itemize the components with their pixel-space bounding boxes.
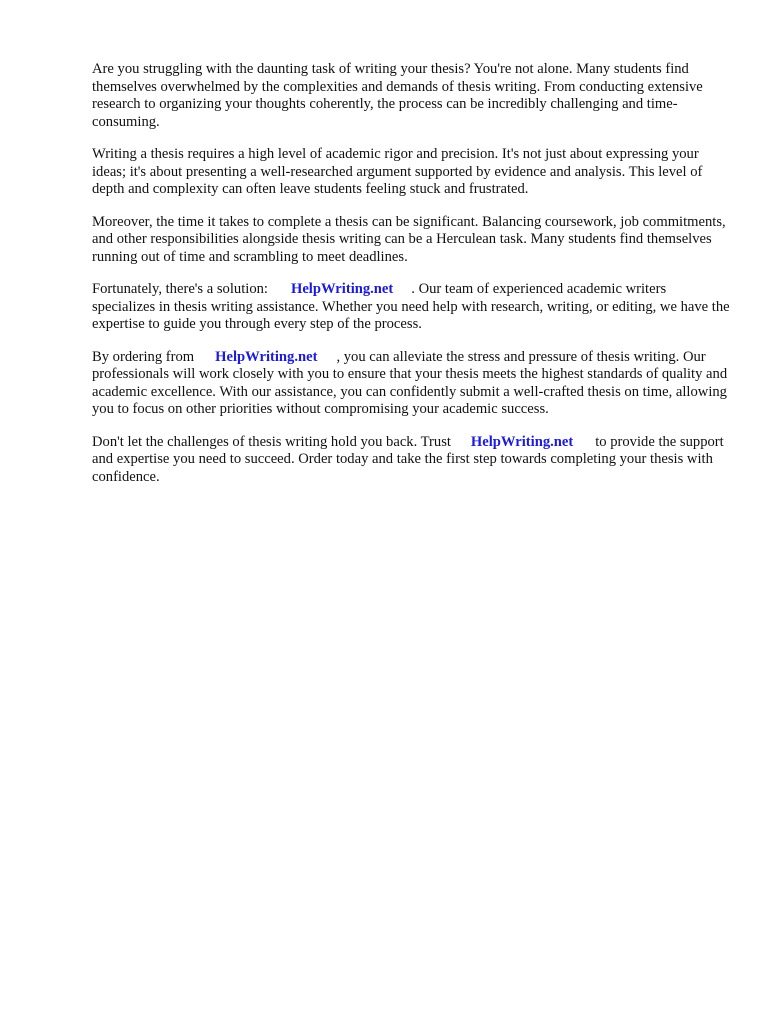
document-body — [92, 61, 732, 501]
paragraph-solution-rest: . Our team of experienced academic writers specializes in thesis writing assistance. Whether you need help with research, writing, or editing, we have the expertise to guide you through every step of the process. — [92, 281, 730, 332]
paragraph-intro: Are you struggling with the daunting task of writing your thesis? You're not alone. Many students find themselves overwhelmed by the complexities and demands of thesis writing. From conducting extensive research to organizing your thoughts coherently, the process can be incredibly challenging and time-consuming. — [92, 61, 703, 130]
paragraph-closing-lead: Don't let the challenges of thesis writing hold you back. Trust — [92, 433, 451, 450]
paragraph-closing — [92, 434, 732, 487]
helpwriting-link-3[interactable]: HelpWriting.net — [470, 433, 574, 450]
helpwriting-link-2[interactable]: HelpWriting.net — [215, 348, 318, 365]
paragraph-ordering-rest: , you can alleviate the stress and pressure of thesis writing. Our professionals will work closely with you to ensure that your thesis meets the highest standards of quality and academic excellence. With our assistance, you can confidently submit a well-crafted thesis on time, allowing you to focus on other priorities without compromising your academic success. — [92, 348, 728, 417]
helpwriting-link-1[interactable]: HelpWriting.net — [290, 281, 394, 297]
paragraph-solution — [92, 281, 732, 334]
paragraph-time-pressure: Moreover, the time it takes to complete a thesis can be significant. Balancing coursework, job commitments, and other responsibilities alongside thesis writing can be a Herculean task. Many students find themselves running out of time and scrambling to meet deadlines. — [92, 213, 726, 265]
paragraph-solution-lead: Fortunately, there's a solution: — [92, 281, 268, 297]
paragraph-academic-rigor: Writing a thesis requires a high level of academic rigor and precision. It's not just about expressing your ideas; it's about presenting a well-researched argument supported by evidence and analysis. This level of depth and complexity can often leave students feeling stuck and frustrated. — [92, 146, 703, 197]
paragraph-ordering-lead: By ordering from — [92, 348, 195, 365]
paragraph-closing-rest: to provide the support and expertise you need to succeed. Order today and take the first step towards completing your thesis with confidence. — [92, 433, 724, 485]
paragraph-ordering — [92, 349, 732, 419]
